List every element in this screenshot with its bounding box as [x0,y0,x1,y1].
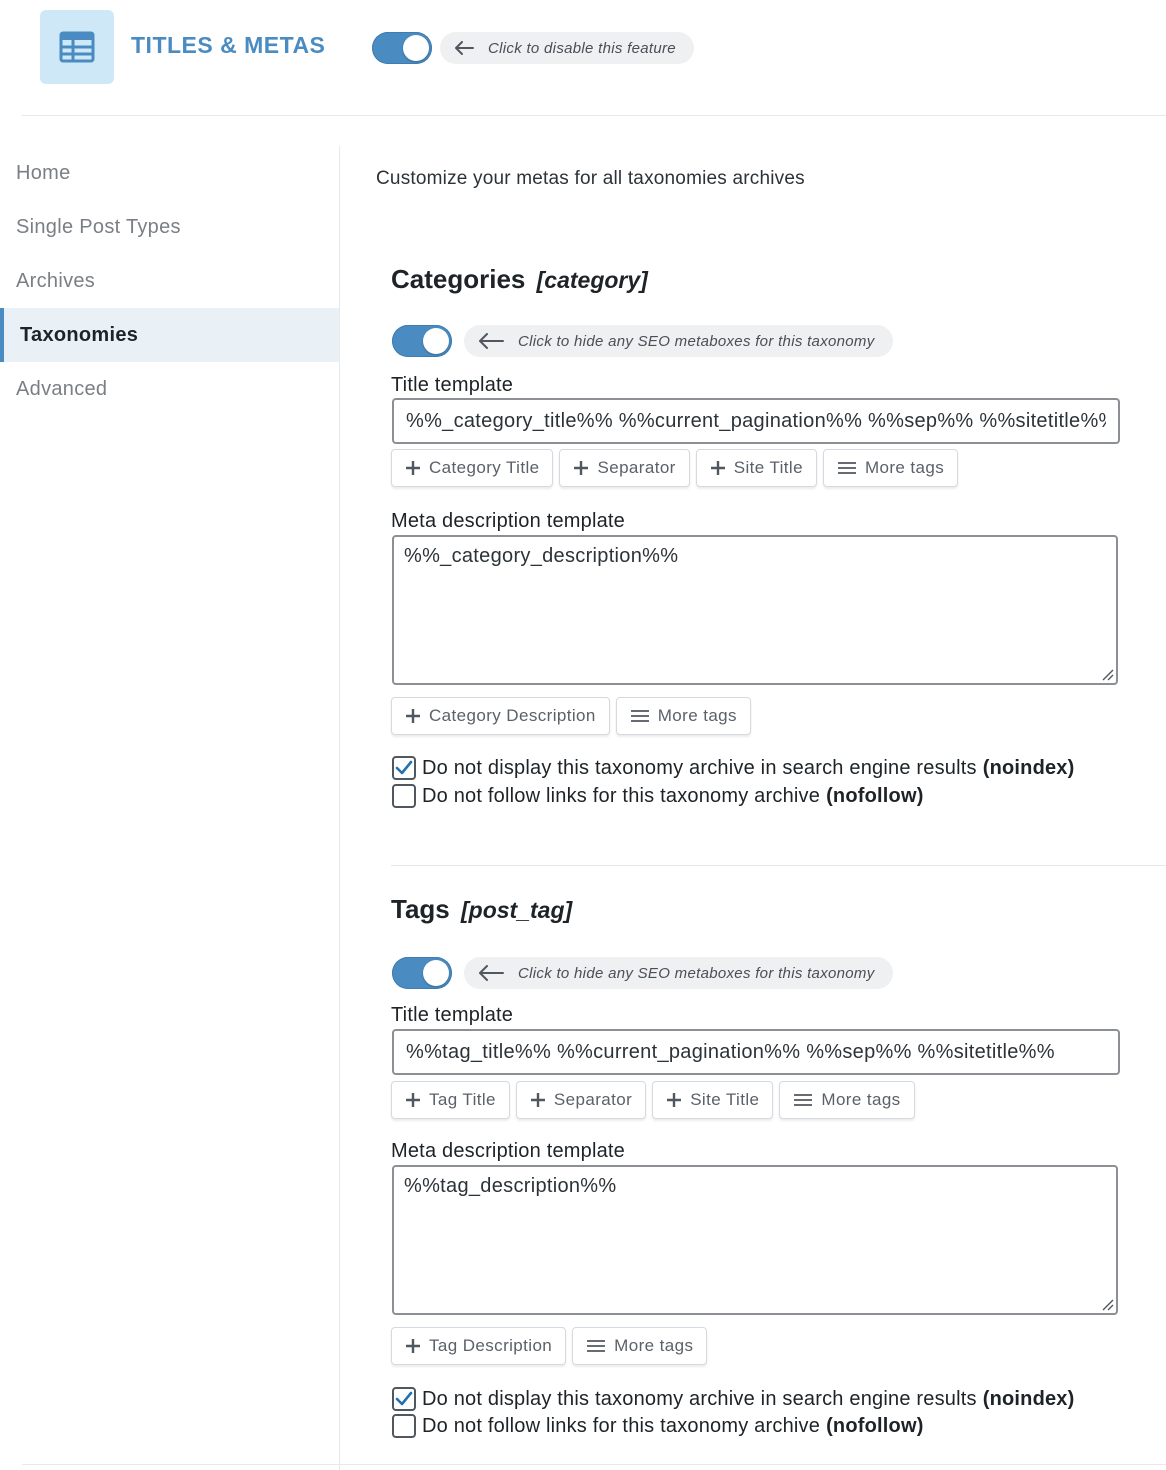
noindex-checkbox[interactable] [392,756,416,780]
tag-button-label: Site Title [733,458,803,477]
add-category-title-button[interactable] [391,449,553,487]
table-icon [40,10,114,84]
nofollow-label: Do not follow links for this taxonomy archive [422,784,821,807]
more-tags-button[interactable] [823,449,958,487]
tags-metabox-toggle[interactable] [392,957,452,989]
tag-button-label: Category Description [429,706,596,725]
page-intro: Customize your metas for all taxonomies archives [376,168,805,189]
sidebar-item-label: Single Post Types [16,215,181,238]
tag-button-label: More tags [821,1090,901,1109]
footer-divider [22,1464,1166,1465]
plus-icon [406,1093,420,1107]
noindex-checkbox[interactable] [392,1387,416,1411]
categories-title-tags [391,449,958,487]
plus-icon [711,461,725,475]
plus-icon [406,461,420,475]
section-title-tags [391,894,572,925]
nofollow-label: Do not follow links for this taxonomy archive [422,1414,821,1437]
section-title-text: Tags [391,894,450,924]
feature-hint-text: Click to disable this feature [488,39,676,57]
plus-icon [406,709,420,723]
sidebar-item-home[interactable] [0,146,339,200]
noindex-label: Do not display this taxonomy archive in search engine results [422,756,977,779]
app-title: TITLES & METAS [131,32,326,58]
more-tags-button[interactable] [572,1327,707,1365]
tag-button-label: More tags [657,706,737,725]
add-separator-button[interactable] [516,1081,646,1119]
menu-icon [838,461,856,475]
section-divider [391,865,1166,866]
tag-button-label: More tags [864,458,945,477]
tags-noindex-option [392,1387,1075,1411]
feature-toggle[interactable] [372,32,432,64]
meta-description-label: Meta description template [391,510,626,532]
sidebar-item-label: Advanced [16,377,108,400]
toggle-hint-text: Click to hide any SEO metaboxes for this taxonomy [518,332,875,350]
add-tag-description-button[interactable] [391,1327,566,1365]
tag-button-label: Separator [597,458,676,477]
section-slug: [post_tag] [461,897,573,923]
sidebar-item-label: Home [16,161,71,184]
menu-icon [631,709,649,723]
toggle-knob [403,35,429,61]
sidebar-item-label: Taxonomies [20,323,139,346]
tags-toggle-hint [464,957,893,989]
plus-icon [574,461,588,475]
categories-metabox-toggle[interactable] [392,325,452,357]
nofollow-checkbox[interactable] [392,1414,416,1438]
meta-description-label: Meta description template [391,1140,626,1162]
title-template-label: Title template [391,1004,514,1026]
arrow-left-icon [478,965,504,981]
section-slug: [category] [536,267,648,293]
categories-description-textarea[interactable] [392,535,1118,685]
tags-nofollow-option [392,1414,924,1438]
toggle-knob [423,960,449,986]
tag-button-label: Site Title [690,1090,760,1109]
arrow-left-icon [454,41,474,55]
add-site-title-button[interactable] [652,1081,773,1119]
sidebar-item-single-post-types[interactable] [0,200,339,254]
categories-title-input[interactable] [392,398,1120,444]
menu-icon [794,1093,812,1107]
toggle-hint-text: Click to hide any SEO metaboxes for this taxonomy [518,964,875,982]
plus-icon [667,1093,681,1107]
section-title-text: Categories [391,264,526,294]
resize-handle-icon[interactable] [1100,1297,1114,1311]
resize-handle-icon[interactable] [1100,667,1114,681]
add-tag-title-button[interactable] [391,1081,510,1119]
tag-button-label: Tag Description [429,1336,553,1355]
nofollow-strong: (nofollow) [826,1414,924,1437]
tag-button-label: Category Title [429,458,540,477]
noindex-strong: (noindex) [982,756,1075,779]
sidebar-item-taxonomies[interactable] [0,308,339,362]
more-tags-button[interactable] [779,1081,914,1119]
tag-button-label: Tag Title [429,1090,496,1109]
page-header [0,0,1166,116]
sidebar-item-advanced[interactable] [0,362,339,416]
toggle-knob [423,328,449,354]
noindex-label: Do not display this taxonomy archive in search engine results [422,1387,977,1410]
sidebar-nav [0,146,340,1470]
tags-title-input[interactable] [392,1029,1120,1075]
nofollow-strong: (nofollow) [826,784,924,807]
categories-toggle-hint [464,325,893,357]
menu-icon [587,1339,605,1353]
tags-description-tags [391,1327,707,1365]
categories-noindex-option [392,756,1075,780]
plus-icon [531,1093,545,1107]
noindex-strong: (noindex) [982,1387,1075,1410]
tag-button-label: More tags [614,1336,694,1355]
add-site-title-button[interactable] [696,449,817,487]
title-template-label: Title template [391,374,514,396]
arrow-left-icon [478,333,504,349]
add-separator-button[interactable] [559,449,689,487]
sidebar-item-label: Archives [16,269,96,292]
categories-description-tags [391,697,751,735]
feature-hint [440,32,694,64]
section-title-categories [391,264,648,295]
sidebar-item-archives[interactable] [0,254,339,308]
tags-description-textarea[interactable] [392,1165,1118,1315]
tag-button-label: Separator [553,1090,633,1109]
nofollow-checkbox[interactable] [392,784,416,808]
more-tags-button[interactable] [616,697,751,735]
categories-nofollow-option [392,784,924,808]
plus-icon [406,1339,420,1353]
add-category-description-button[interactable] [391,697,610,735]
tags-title-tags [391,1081,915,1119]
